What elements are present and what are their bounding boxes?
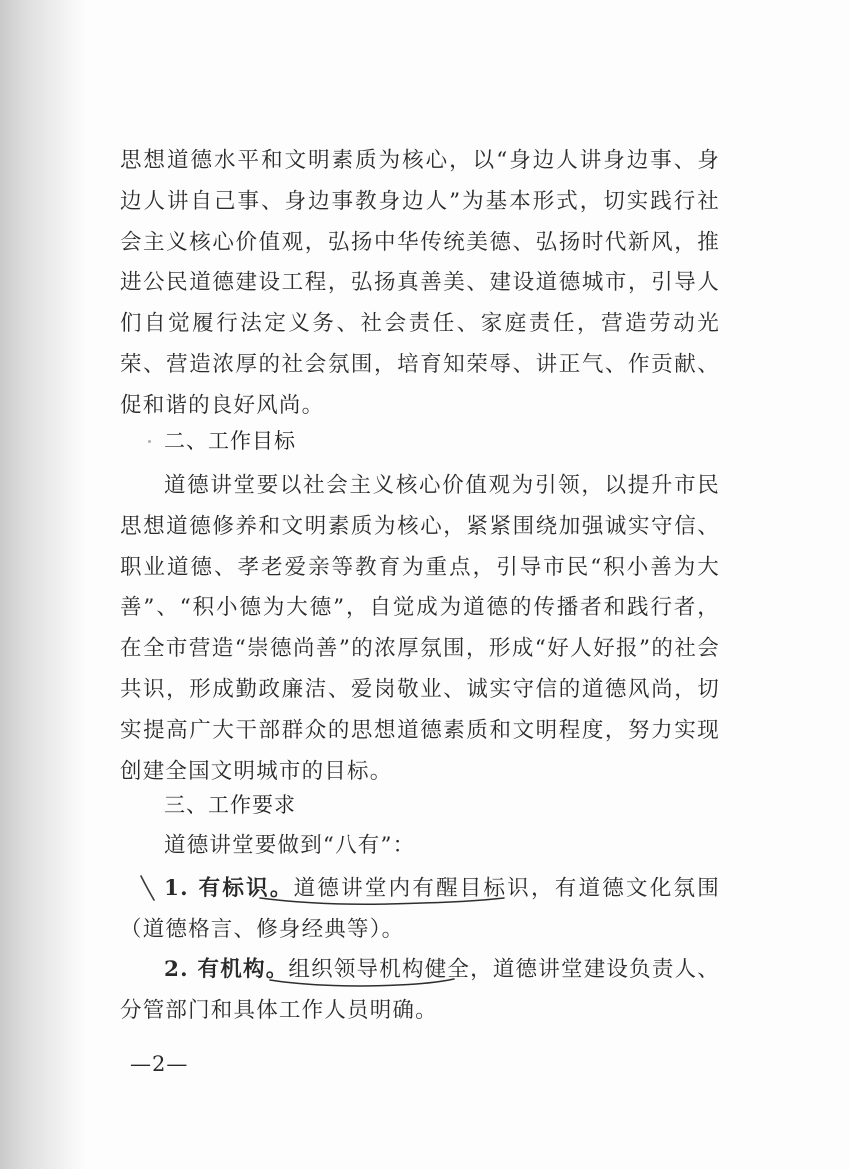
scan-speck (148, 440, 151, 443)
section-heading-goals: 二、工作目标 (164, 429, 296, 453)
scan-binding-shadow (0, 0, 86, 1169)
list-item-signage (120, 869, 720, 951)
item-label: 2. 有机构。 (164, 957, 289, 982)
item-text: 组织领导机构健全，道德讲堂建设负责人、分管部门和具体工作人员明确。 (120, 957, 720, 1023)
paragraph-continuation: 思想道德水平和文明素质为核心，以“身边人讲身边事、身边人讲自己事、身边事教身边人”为基本形式，切实践行社会主义核心价值观，弘扬中华传统美德、弘扬时代新风，推进公民道德建设工程，弘扬真善美、建设道德城市，引导人们自觉履行法定义务、社会责任、家庭责任，营造劳动光荣、营造浓厚的社会氛围，培育知荣辱、讲正气、作贡献、促和谐的良好风尚。 (120, 148, 720, 418)
item-label: 1. 有标识。 (164, 876, 294, 901)
section-heading-requirements: 三、工作要求 (164, 793, 296, 817)
paragraph-goals: 道德讲堂要以社会主义核心价值观为引领，以提升市民思想道德修养和文明素质为核心，紧紧围绕加强诚实守信、职业道德、孝老爱亲等教育为重点，引导市民“积小善为大善”、“积小德为大德”，自觉成为道德的传播者和践行者，在全市营造“崇德尚善”的浓厚氛围，形成“好人好报”的社会共识，形成勤政廉洁、爱岗敬业、诚实守信的道德风尚，切实提高广大干部群众的思想道德素质和文明程度，努力实现创建全国文明城市的目标。 (120, 473, 720, 784)
handwritten-tick-mark (138, 874, 160, 904)
requirements-intro: 道德讲堂要做到“八有”： (164, 833, 416, 858)
list-item-organization (120, 950, 720, 1032)
item-text: 道德讲堂内有醒目标识，有道德文化氛围（道德格言、修身经典等）。 (120, 876, 720, 942)
page-number: —2— (130, 1052, 189, 1076)
